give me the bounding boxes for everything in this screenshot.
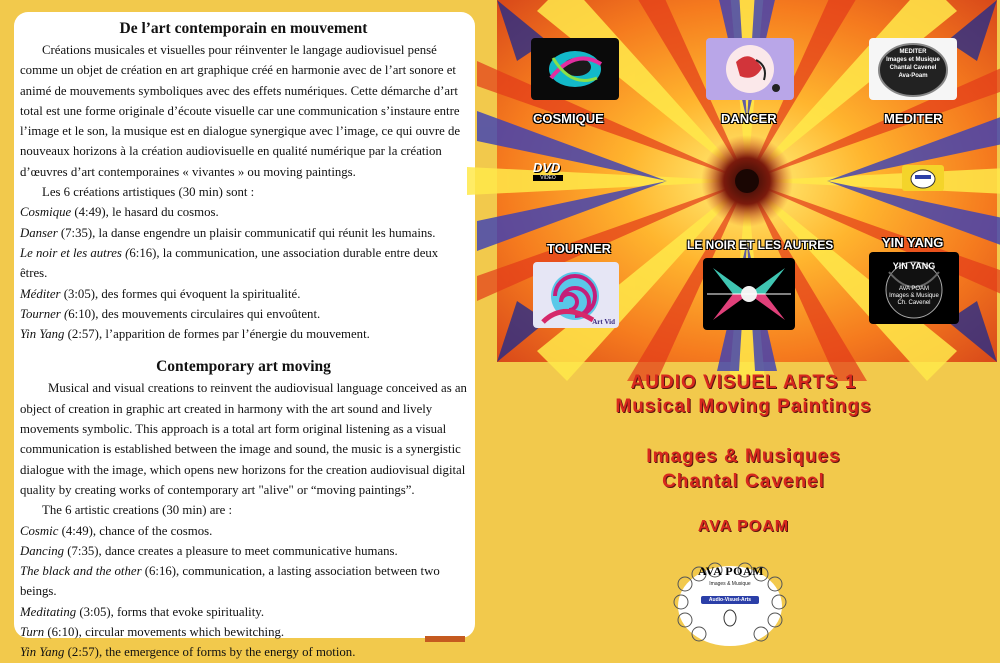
track-desc: (6:10), circular movements which bewitching. xyxy=(44,625,285,640)
description-card xyxy=(14,12,475,660)
french-list-intro: Les 6 créations artistiques (30 min) sont : xyxy=(42,185,255,200)
mediter-thumb-line: Chantal Cavenel xyxy=(889,65,937,71)
cosmique-art xyxy=(531,38,619,100)
track-name: The black and the other xyxy=(20,564,142,579)
list-item xyxy=(20,202,467,222)
back-cover-panel xyxy=(0,0,487,660)
dvd-logo xyxy=(533,160,569,188)
tourner-thumb-text: Art Vid xyxy=(592,318,615,326)
thumb-cosmique[interactable] xyxy=(531,38,619,100)
track-desc: 6:10), des mouvements circulaires qui envoûtent. xyxy=(68,306,321,321)
ava-poam-face-icon xyxy=(665,548,795,642)
mini-face-icon xyxy=(902,165,944,191)
track-name: Turn xyxy=(20,625,45,640)
track-name: Cosmique xyxy=(20,205,72,220)
label-dancer: DANCER xyxy=(721,111,777,126)
thumb-tourner[interactable] xyxy=(533,262,619,328)
cover-author-line1: Images & Musiques xyxy=(646,446,841,467)
list-item xyxy=(20,642,467,662)
yinyang-thumb-text xyxy=(869,260,959,307)
track-desc: (3:05), forms that evoke spirituality. xyxy=(76,604,265,619)
front-cover-panel xyxy=(487,0,1000,642)
dvd-sub: VIDEO xyxy=(533,175,563,181)
english-list-intro: The 6 artistic creations (30 min) are : xyxy=(42,503,233,518)
track-desc: (6:16), communication, a lasting association between two beings. xyxy=(20,564,440,599)
thumb-noir[interactable] xyxy=(703,258,795,330)
track-desc: (7:35), dance creates a pleasure to meet communicative humans. xyxy=(64,543,398,558)
track-desc: (4:49), chance of the cosmos. xyxy=(58,523,213,538)
list-item xyxy=(20,324,467,344)
section-gap xyxy=(20,344,467,356)
cover-title-line1: AUDIO VISUEL ARTS 1 xyxy=(630,372,857,393)
small-logo-icon xyxy=(902,165,944,191)
mediter-thumb-line: Ava-Poam xyxy=(898,73,928,79)
label-mediter: MEDITER xyxy=(884,111,943,126)
track-name: Cosmic xyxy=(20,523,59,538)
cover-author-line2: Chantal Cavenel xyxy=(662,471,825,492)
dvd-label: DVD xyxy=(533,160,561,175)
french-track-list xyxy=(20,202,467,344)
ava-poam-logo xyxy=(665,548,795,642)
mediter-thumb-text xyxy=(869,48,957,80)
list-item xyxy=(20,602,467,622)
yinyang-thumb-line: YIN YANG xyxy=(892,261,936,271)
track-name: Danser xyxy=(20,225,58,240)
list-item xyxy=(20,304,467,324)
track-name: Dancing xyxy=(20,543,65,558)
track-name: Yin Yang xyxy=(20,645,65,660)
yinyang-thumb-line: Images & Musique xyxy=(889,293,939,299)
list-item xyxy=(20,284,467,304)
list-item xyxy=(20,622,467,642)
logo-sub1: Images & Musique xyxy=(709,581,751,587)
track-desc: (2:57), l’apparition de formes par l’énergie du mouvement. xyxy=(64,327,370,342)
english-intro: Musical and visual creations to reinvent the audiovisual language conceived as an object of creation in graphic art created in harmony with the art sound and lively movements symbolic. This approach is a total art form original listening as a visual communication is established between the image and sound, the music is a synergistic dialogue with the image, which opens new horizons for the creation audiovisual digital quality by creating works of contemporary art "alive" or “moving paintings”. xyxy=(20,381,467,497)
track-desc: (3:05), des formes qui évoquent la spiritualité. xyxy=(60,286,301,301)
cover-publisher: AVA POAM xyxy=(697,518,790,535)
mediter-thumb-line: MEDITER xyxy=(899,49,927,55)
cover-title-line2: Musical Moving Paintings xyxy=(615,396,872,417)
track-name: Tourner ( xyxy=(20,306,69,321)
english-section-title: Contemporary art moving xyxy=(156,358,331,376)
track-desc: (2:57), the emergence of forms by the energy of motion. xyxy=(64,645,356,660)
label-cosmique: COSMIQUE xyxy=(533,111,604,126)
yinyang-thumb-line: Ch. Cavenel xyxy=(897,300,931,306)
list-item xyxy=(20,223,467,243)
logo-text: AVA POAM xyxy=(698,564,764,578)
label-tourner: TOURNER xyxy=(547,241,612,256)
thumb-dancer[interactable] xyxy=(706,38,794,100)
list-item xyxy=(20,243,467,284)
list-item xyxy=(20,561,467,602)
cover-artwork xyxy=(497,0,997,362)
label-yinyang: YIN YANG xyxy=(882,235,944,250)
french-section-title: De l’art contemporain en mouvement xyxy=(119,20,368,37)
yinyang-thumb-line: AVA POAM xyxy=(898,286,930,292)
english-track-list xyxy=(20,521,467,663)
track-name: Meditating xyxy=(20,604,77,619)
list-item xyxy=(20,541,467,561)
noir-art xyxy=(703,258,795,330)
label-noir: LE NOIR ET LES AUTRES xyxy=(687,238,834,252)
thumb-mediter[interactable] xyxy=(869,38,957,100)
decorative-tab xyxy=(425,636,465,642)
track-desc: 6:16), la communication, une association durable entre deux êtres. xyxy=(20,245,439,281)
track-name: Méditer xyxy=(20,286,61,301)
track-name: Yin Yang xyxy=(20,327,65,342)
mediter-thumb-line: Images et Musique xyxy=(886,57,940,63)
logo-sub2: Audio-Visuel-Arts xyxy=(708,597,752,603)
track-desc: (7:35), la danse engendre un plaisir communicatif qui réunit les humains. xyxy=(57,225,436,240)
track-desc: (4:49), le hasard du cosmos. xyxy=(71,205,219,220)
dancer-art xyxy=(706,38,794,100)
french-intro: Créations musicales et visuelles pour réinventer le langage audiovisuel pensé comme un objet de création en art graphique créé en harmonie avec de l’art sonore et animé de mouvements symboliques avec des effets numériques. Cette démarche d’art total est une forme originale d’écoute visuelle car une communication s’instaure entre l’image et le son, la musique est en dialogue synergique avec l’image, ce qui ouvre de nouveaux horizons à la création audiovisuelle en qualité numérique par la création d’œuvres d’art contemporaines « vivantes » ou moving paintings. xyxy=(20,43,461,179)
track-name: Le noir et les autres ( xyxy=(20,245,130,260)
list-item xyxy=(20,521,467,541)
thumb-yinyang[interactable] xyxy=(869,252,959,324)
